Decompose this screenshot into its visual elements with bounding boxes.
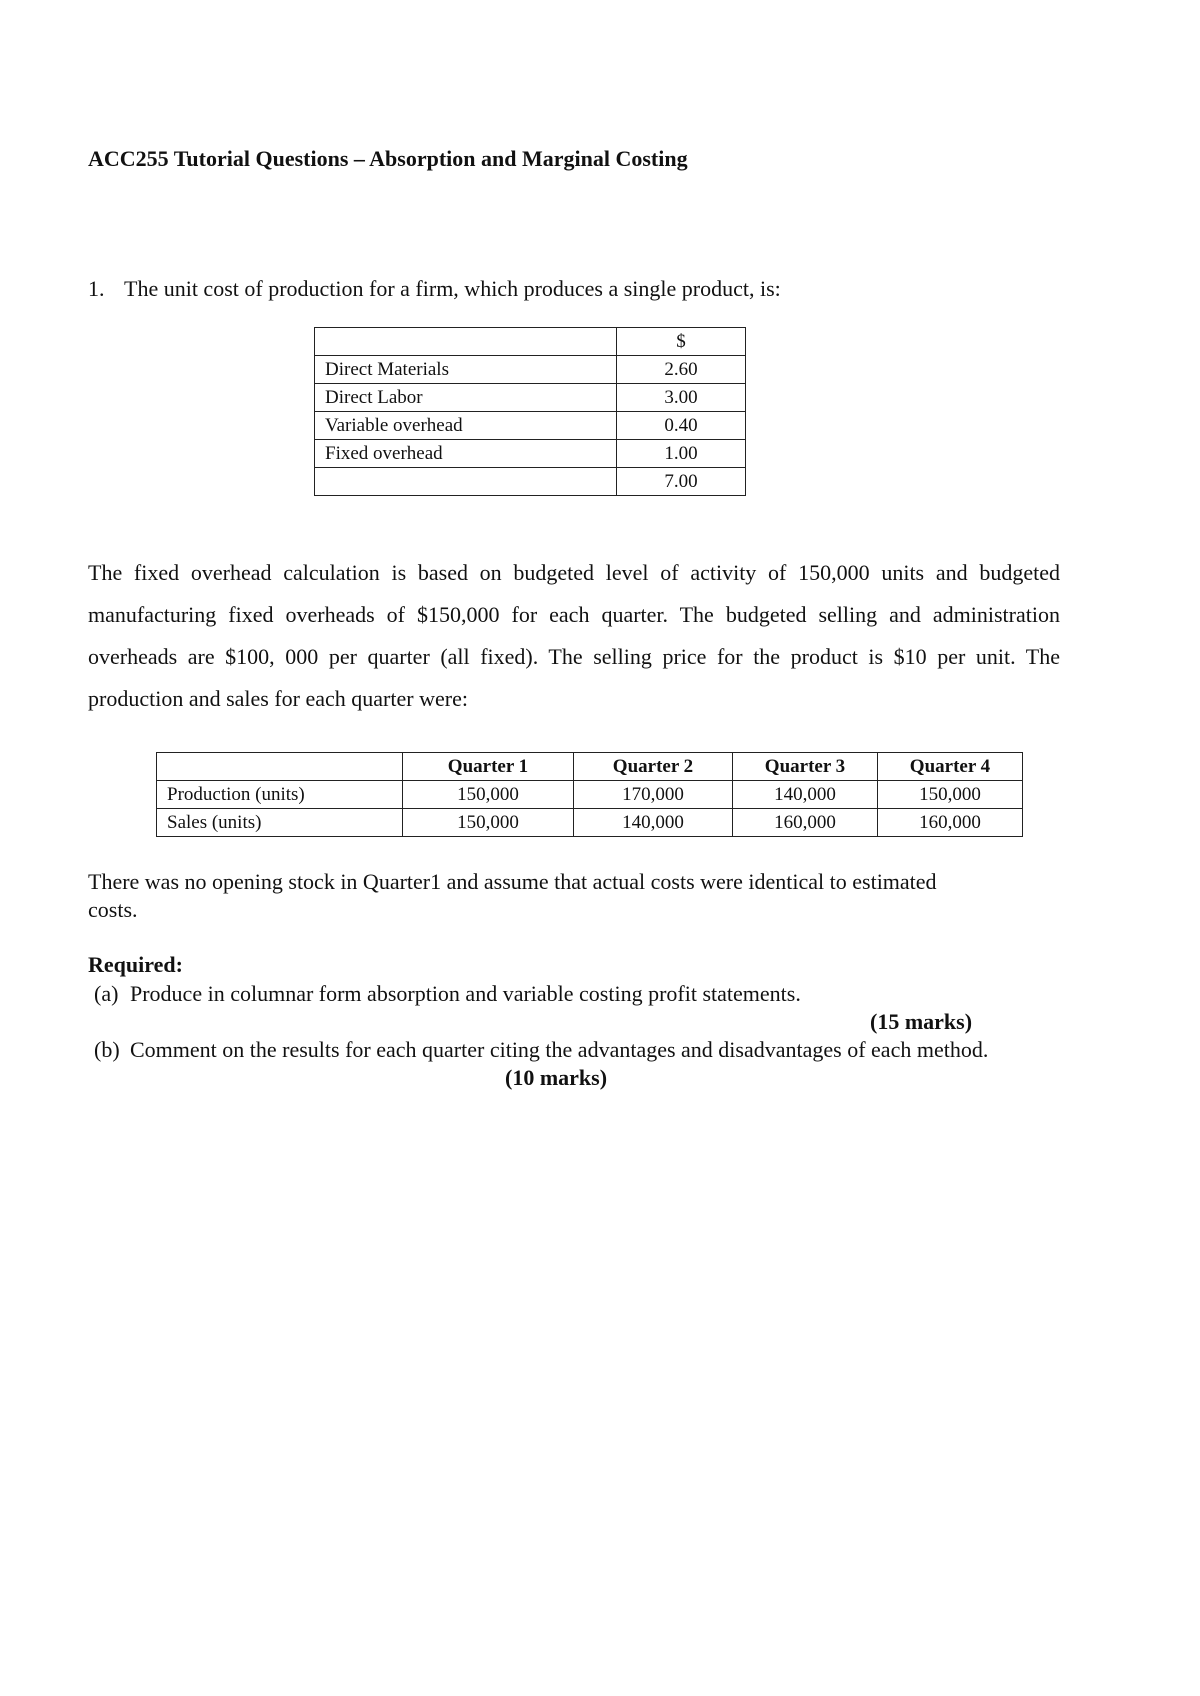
table-header-cell [157, 753, 403, 781]
fixed-overhead-paragraph: The fixed overhead calculation is based on budgeted level of activity of 150,000 units and budgeted manufacturing fixed overheads of $150,000 for each quarter. The budgeted selling and administration overheads are $100, 000 per quarter (all fixed). The selling price for the product is $10 per unit. The production and sales for each quarter were: [88, 560, 1060, 711]
unit-cost-table [314, 327, 746, 496]
part-b-marks: (10 marks) [505, 1065, 608, 1090]
table-header-currency: $ [617, 328, 746, 356]
table-cell-value: 140,000 [733, 781, 878, 809]
table-cell-value: 160,000 [733, 809, 878, 837]
table-cell-value: 150,000 [403, 809, 574, 837]
table-row [315, 440, 746, 468]
table-row [315, 384, 746, 412]
table-cell-total: 7.00 [617, 468, 746, 496]
table-row [315, 412, 746, 440]
table-header-row [157, 753, 1023, 781]
table-cell-label: Production (units) [157, 781, 403, 809]
table-cell-value: 170,000 [574, 781, 733, 809]
table-cell-label: Direct Materials [315, 356, 617, 384]
table-cell-label: Fixed overhead [315, 440, 617, 468]
table-cell-value: 150,000 [403, 781, 574, 809]
table-row [315, 356, 746, 384]
table-row [157, 809, 1023, 837]
table-total-row [315, 468, 746, 496]
part-tag: (a) [94, 981, 119, 1006]
table-cell-label: Direct Labor [315, 384, 617, 412]
part-text: Produce in columnar form absorption and variable costing profit statements. [130, 981, 801, 1006]
table-cell-value: 1.00 [617, 440, 746, 468]
part-tag: (b) [94, 1037, 120, 1062]
table-cell-value: 3.00 [617, 384, 746, 412]
table-cell-value: 140,000 [574, 809, 733, 837]
table-cell [315, 328, 617, 356]
question-1-intro [88, 276, 781, 302]
question-intro-text: The unit cost of production for a firm, which produces a single product, is: [124, 276, 781, 301]
part-text: Comment on the results for each quarter citing the advantages and disadvantages of each method. [130, 1037, 989, 1062]
table-cell-value: 0.40 [617, 412, 746, 440]
part-a-marks: (15 marks) [870, 1009, 973, 1034]
table-cell-value: 160,000 [878, 809, 1023, 837]
table-header-cell: Quarter 4 [878, 753, 1023, 781]
table-header-cell: Quarter 2 [574, 753, 733, 781]
quarterly-production-sales-table [156, 752, 1023, 837]
table-header-row [315, 328, 746, 356]
table-cell-label [315, 468, 617, 496]
table-header-cell: Quarter 1 [403, 753, 574, 781]
table-cell-value: 2.60 [617, 356, 746, 384]
table-header-cell: Quarter 3 [733, 753, 878, 781]
required-heading: Required: [88, 952, 183, 977]
table-row [157, 781, 1023, 809]
opening-stock-paragraph: There was no opening stock in Quarter1 and assume that actual costs were identical to estimated costs. [88, 869, 937, 922]
table-cell-value: 150,000 [878, 781, 1023, 809]
table-cell-label: Variable overhead [315, 412, 617, 440]
table-cell-label: Sales (units) [157, 809, 403, 837]
question-number: 1. [88, 276, 105, 301]
document-title: ACC255 Tutorial Questions – Absorption and Marginal Costing [88, 146, 688, 171]
